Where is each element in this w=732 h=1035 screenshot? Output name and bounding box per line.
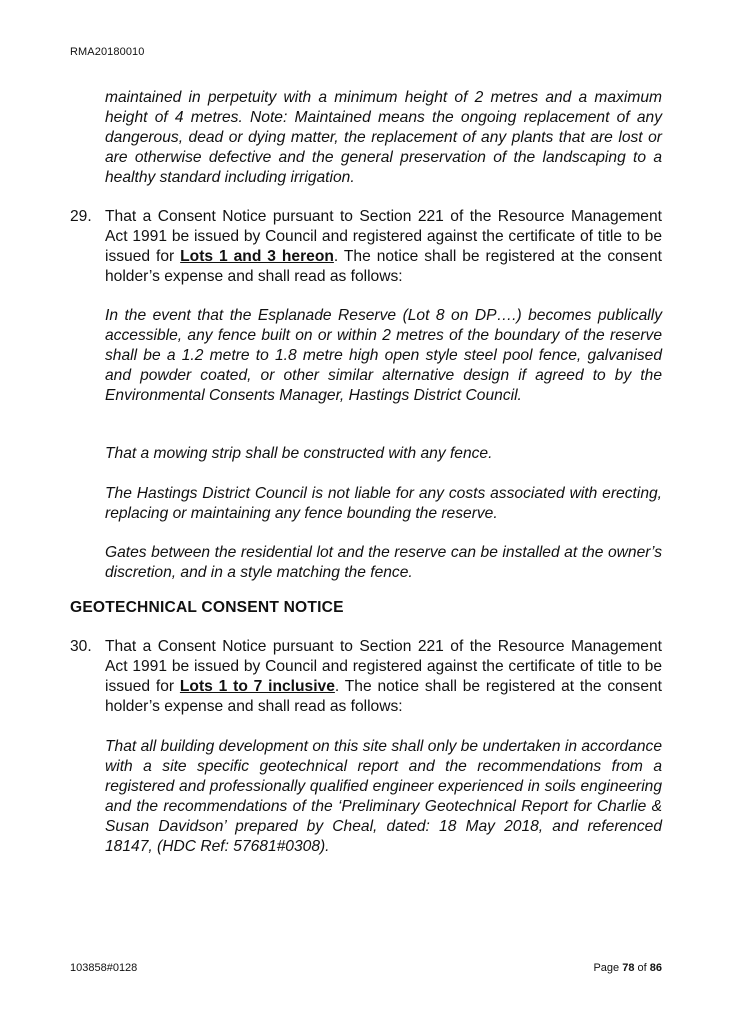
header-reference: RMA20180010	[70, 46, 145, 58]
footer-page-current: 78	[622, 962, 635, 974]
notice-29-paragraph-1: In the event that the Esplanade Reserve (Lot 8 on DP….) becomes publically accessible, any fence built on or within 2 metres of the boundary of the reserve shall be a 1.2 metre to 1.8 metre high open style steel pool fence, galvanised and powder coated, or other similar alternative design if agreed to by the Environmental Consents Manager, Hastings District Council.	[105, 307, 662, 404]
footer-page-total: 86	[649, 962, 662, 974]
condition-29-lots: Lots 1 and 3 hereon	[180, 248, 334, 265]
footer-page-prefix: Page	[593, 962, 623, 974]
continuation-paragraph: maintained in perpetuity with a minimum height of 2 metres and a maximum height of 4 metres. Note: Maintained means the ongoing replacement of any dangerous, dead or dying matter, the replacement of any plants that are lost or are otherwise defective and the general preservation of the landscaping to a healthy standard including irrigation.	[105, 89, 662, 186]
footer-doc-id: 103858#0128	[70, 962, 138, 974]
footer-page-number	[593, 962, 662, 974]
condition-30-text-after: . The notice shall be registered at the consent holder’s expense and shall read as follows:	[105, 678, 662, 715]
section-heading: GEOTECHNICAL CONSENT NOTICE	[70, 599, 344, 616]
condition-30-number: 30.	[70, 638, 92, 655]
notice-29-paragraph-4: Gates between the residential lot and the reserve can be installed at the owner’s discretion, and in a style matching the fence.	[105, 544, 662, 581]
condition-29-text-after: . The notice shall be registered at the consent holder’s expense and shall read as follows:	[105, 248, 662, 285]
notice-29-paragraph-2: That a mowing strip shall be constructed with any fence.	[105, 445, 493, 462]
condition-30-lots: Lots 1 to 7 inclusive	[179, 678, 335, 695]
condition-29-text-before: That a Consent Notice pursuant to Section 221 of the Resource Management Act 1991 be issued by Council and registered against the certificate of title to be issued for	[105, 208, 662, 265]
notice-30-paragraph: That all building development on this site shall only be undertaken in accordance with a site specific geotechnical report and the recommendations from a registered and professionally qualified engineer experienced in soils engineering and the recommendations of the ‘Preliminary Geotechnical Report for Charlie & Susan Davidson’ prepared by Cheal, dated: 18 May 2018, and referenced 18147, (HDC Ref: 57681#0308).	[105, 738, 662, 855]
condition-29-paragraph	[105, 207, 662, 287]
condition-30-text-before: That a Consent Notice pursuant to Section 221 of the Resource Management Act 1991 be issued by Council and registered against the certificate of title to be issued for	[105, 638, 662, 695]
condition-29-number: 29.	[70, 208, 92, 225]
notice-29-paragraph-3: The Hastings District Council is not liable for any costs associated with erecting, replacing or maintaining any fence bounding the reserve.	[105, 485, 662, 522]
footer-page-of: of	[634, 962, 650, 974]
condition-30-paragraph	[105, 637, 662, 717]
